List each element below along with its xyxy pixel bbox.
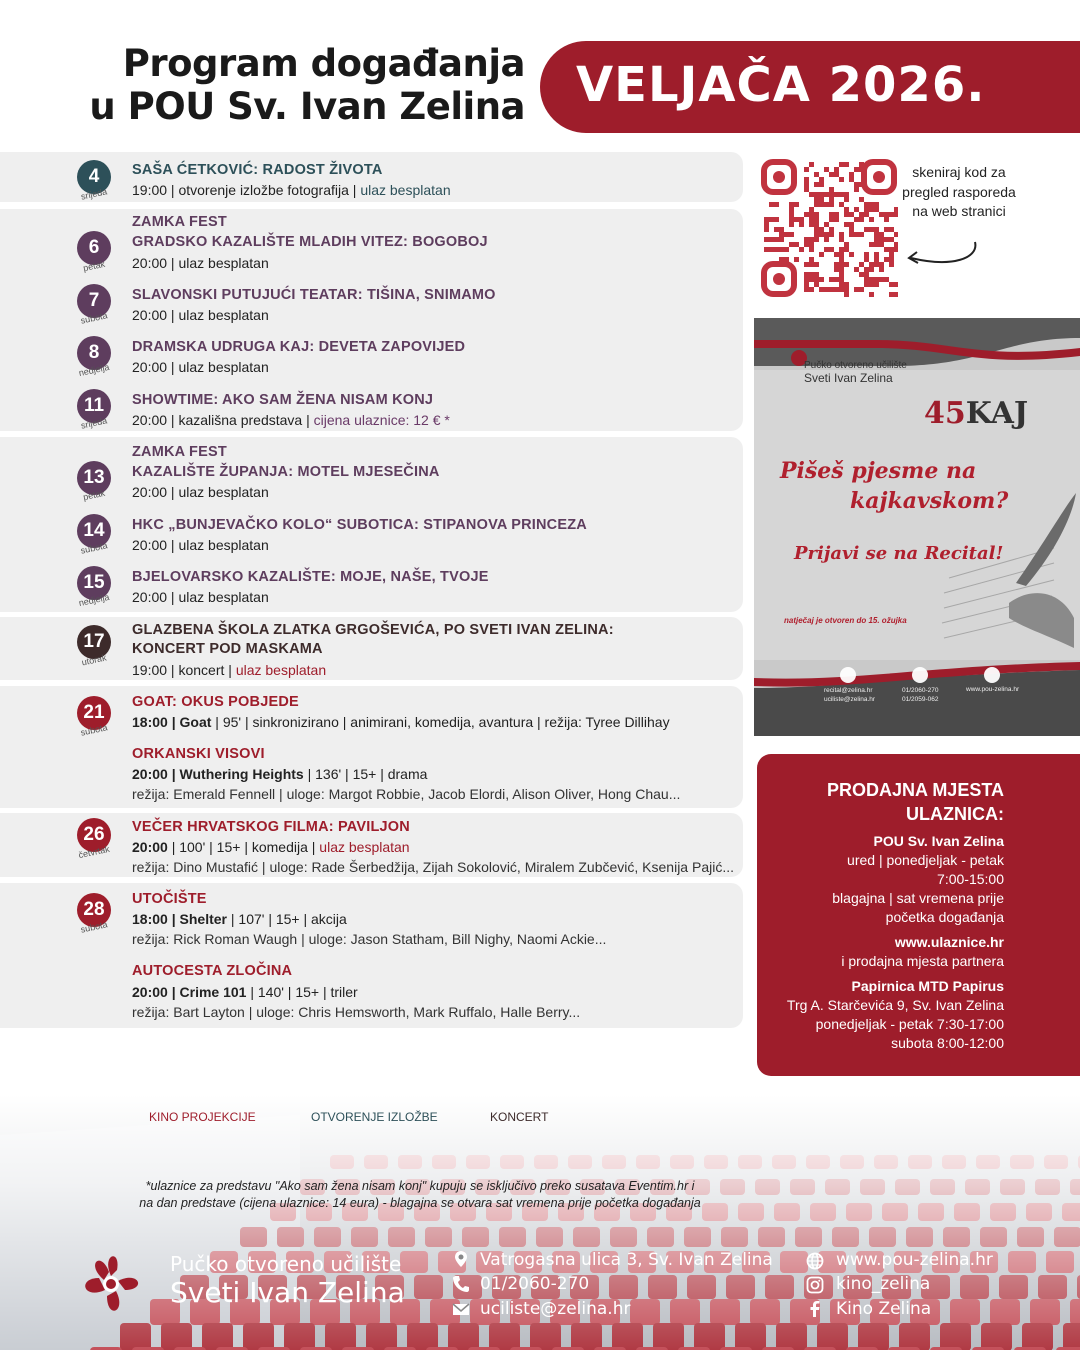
- instagram-icon: [806, 1276, 824, 1294]
- title-line-2: u POU Sv. Ivan Zelina: [89, 85, 525, 128]
- qr-code[interactable]: [760, 158, 898, 298]
- poster-deadline: natječaj je otvoren do 15. ožujka: [784, 616, 907, 625]
- event-details: 20:00 | kazališna predstava | cijena ulaznice: 12 € *: [132, 412, 450, 428]
- event-title-line-2: KONCERT POD MASKAMA: [132, 641, 323, 657]
- event-title: SAŠA ĆETKOVIĆ: RADOST ŽIVOTA: [132, 162, 383, 178]
- legend-koncert: KONCERT: [490, 1110, 549, 1124]
- weekday-label: petak: [82, 258, 106, 274]
- event-title: VEČER HRVATSKOG FILMA: PAVILJON: [132, 819, 410, 835]
- page-title: [89, 42, 525, 128]
- weekday-label: utorak: [80, 652, 108, 668]
- footer-org-line2: Sveti Ivan Zelina: [170, 1276, 405, 1309]
- event-details: 18:00 | Goat | 95' | sinkronizirano | animirani, komedija, avantura | režija: Tyree Dillihay: [132, 714, 670, 730]
- event-details: 19:00 | koncert | ulaz besplatan: [132, 662, 327, 678]
- event-details: 20:00 | ulaz besplatan: [132, 307, 269, 323]
- event-details: 20:00 | Crime 101 | 140' | 15+ | triler: [132, 984, 358, 1000]
- day-badge: 8: [77, 336, 111, 370]
- event-title: GOAT: OKUS POBJEDE: [132, 694, 299, 710]
- event-details: 20:00 | 100' | 15+ | komedija | ulaz besplatan: [132, 839, 410, 855]
- poster-org: Pučko otvoreno učilište Sveti Ivan Zelina: [804, 360, 907, 385]
- event-title: HKC „BUNJEVAČKO KOLO“ SUBOTICA: STIPANOVA PRINCEZA: [132, 517, 587, 533]
- recital-poster[interactable]: [754, 318, 1080, 736]
- event-title: AUTOCESTA ZLOČINA: [132, 963, 293, 979]
- footer-facebook[interactable]: Kino Zelina: [836, 1299, 932, 1319]
- festival-label: ZAMKA FEST: [132, 444, 227, 460]
- event-details: 20:00 | ulaz besplatan: [132, 589, 269, 605]
- day-badge: 7: [77, 284, 111, 318]
- event-details: 18:00 | Shelter | 107' | 15+ | akcija: [132, 911, 347, 927]
- envelope-icon: [452, 1300, 470, 1318]
- poster-cta: Prijavi se na Recital!: [794, 543, 1004, 564]
- poster-web: www.pou-zelina.hr: [966, 686, 1020, 693]
- weekday-label: subota: [79, 919, 109, 935]
- footnote: *ulaznice za predstavu "Ako sam žena nisam konj" kupuju se isključivo preko susatava Eventim.hr i na dan predstave (cijena ulaznice: 14 eura) - blagajna se otvara sat vremena prije početka događanja: [139, 1179, 701, 1210]
- sales-panel: PRODAJNA MJESTA ULAZNICA: POU Sv. Ivan Zelina ured | ponedjeljak - petak 7:00-15:00 blagajna | sat vremena prije početka događanja www.ulaznice.hr i prodajna mjesta partnera Papirnica MTD Papirus Trg A. Starčevića 9, Sv. Ivan Zelina ponedjeljak - petak 7:30-17:00 subota 8:00-12:00: [757, 754, 1080, 1076]
- weekday-label: nedjelja: [77, 361, 111, 379]
- event-title: BJELOVARSKO KAZALIŠTE: MOJE, NAŠE, TVOJE: [132, 569, 489, 585]
- footer: [0, 1222, 1080, 1350]
- day-badge: 15: [77, 566, 111, 600]
- poster-badge: 45KAJ: [924, 396, 1029, 431]
- weekday-label: subota: [79, 722, 109, 738]
- event-credits: režija: Bart Layton | uloge: Chris Hemsworth, Mark Ruffalo, Halle Berry...: [132, 1004, 581, 1020]
- month-label: VELJAČA 2026.: [576, 57, 986, 113]
- weekday-label: srijeda: [79, 415, 109, 431]
- event-credits: režija: Rick Roman Waugh | uloge: Jason Statham, Bill Nighy, Naomi Ackie...: [132, 931, 607, 947]
- event-details: 19:00 | otvorenje izložbe fotografija | ulaz besplatan: [132, 182, 451, 198]
- poster-emails: recital@zelina.hr uciliste@zelina.hr: [824, 687, 876, 703]
- event-credits: režija: Dino Mustafić | uloge: Rade Šerbedžija, Zijah Sokolović, Miralem Zubčević, Ksenija Pajić...: [132, 859, 734, 875]
- weekday-label: srijeda: [79, 186, 109, 202]
- event-title: UTOČIŠTE: [132, 891, 207, 907]
- day-badge: 21: [77, 696, 111, 730]
- event-title: ORKANSKI VISOVI: [132, 746, 265, 762]
- weekday-label: četvrtak: [77, 843, 111, 861]
- event-details: 20:00 | ulaz besplatan: [132, 484, 269, 500]
- month-banner: [540, 41, 1080, 133]
- weekday-label: subota: [79, 540, 109, 556]
- footer-org-line1: Pučko otvoreno učilište: [170, 1252, 402, 1276]
- day-badge: 17: [77, 625, 111, 659]
- day-badge: 26: [77, 818, 111, 852]
- day-badge: 4: [77, 160, 111, 194]
- footer-phone[interactable]: 01/2060-270: [480, 1274, 590, 1294]
- event-title: DRAMSKA UDRUGA KAJ: DEVETA ZAPOVIJED: [132, 339, 466, 355]
- poster-phones: 01/2060-270 01/2059-062: [902, 687, 939, 703]
- title-line-1: Program događanja: [122, 42, 525, 85]
- event-credits: režija: Emerald Fennell | uloge: Margot Robbie, Jacob Elordi, Alison Oliver, Hong Chau...: [132, 786, 681, 802]
- weekday-label: nedjelja: [77, 591, 111, 609]
- event-details: 20:00 | ulaz besplatan: [132, 255, 269, 271]
- phone-icon: [452, 1275, 470, 1293]
- legend-kino: KINO PROJEKCIJE: [149, 1110, 256, 1124]
- day-badge: 11: [77, 389, 111, 423]
- ticket-site-link[interactable]: www.ulaznice.hr: [894, 934, 1004, 950]
- facebook-icon: [806, 1300, 824, 1318]
- weekday-label: petak: [82, 487, 106, 503]
- legend-izlozba: OTVORENJE IZLOŽBE: [311, 1110, 438, 1124]
- event-details: 20:00 | ulaz besplatan: [132, 537, 269, 553]
- event-title: KAZALIŠTE ŽUPANJA: MOTEL MJESEČINA: [132, 464, 440, 480]
- weekday-label: subota: [79, 310, 109, 326]
- footer-email[interactable]: uciliste@zelina.hr: [480, 1299, 631, 1319]
- day-badge: 28: [77, 893, 111, 927]
- location-pin-icon: [452, 1250, 470, 1268]
- event-details: 20:00 | Wuthering Heights | 136' | 15+ | drama: [132, 766, 428, 782]
- event-title: SHOWTIME: AKO SAM ŽENA NISAM KONJ: [132, 392, 434, 408]
- footer-web[interactable]: www.pou-zelina.hr: [836, 1250, 993, 1270]
- event-details: 20:00 | ulaz besplatan: [132, 359, 269, 375]
- event-title: GRADSKO KAZALIŠTE MLADIH VITEZ: BOGOBOJ: [132, 234, 488, 250]
- day-badge: 14: [77, 514, 111, 548]
- day-badge: 6: [77, 231, 111, 265]
- arrow-icon: [903, 238, 983, 272]
- event-title: SLAVONSKI PUTUJUĆI TEATAR: TIŠINA, SNIMAMO: [132, 287, 496, 303]
- event-title: GLAZBENA ŠKOLA ZLATKA GRGOŠEVIĆA, PO SVETI IVAN ZELINA:: [132, 622, 614, 638]
- qr-note: skeniraj kod za pregled rasporeda na web stranici: [902, 164, 1016, 219]
- globe-icon: [806, 1252, 824, 1270]
- poster-headline: Pišeš pjesme na kajkavskom?: [780, 458, 1009, 514]
- footer-address: Vatrogasna ulica 3, Sv. Ivan Zelina: [480, 1250, 773, 1270]
- festival-label: ZAMKA FEST: [132, 214, 227, 230]
- footer-instagram[interactable]: kino_zelina: [836, 1274, 931, 1294]
- day-badge: 13: [77, 461, 111, 495]
